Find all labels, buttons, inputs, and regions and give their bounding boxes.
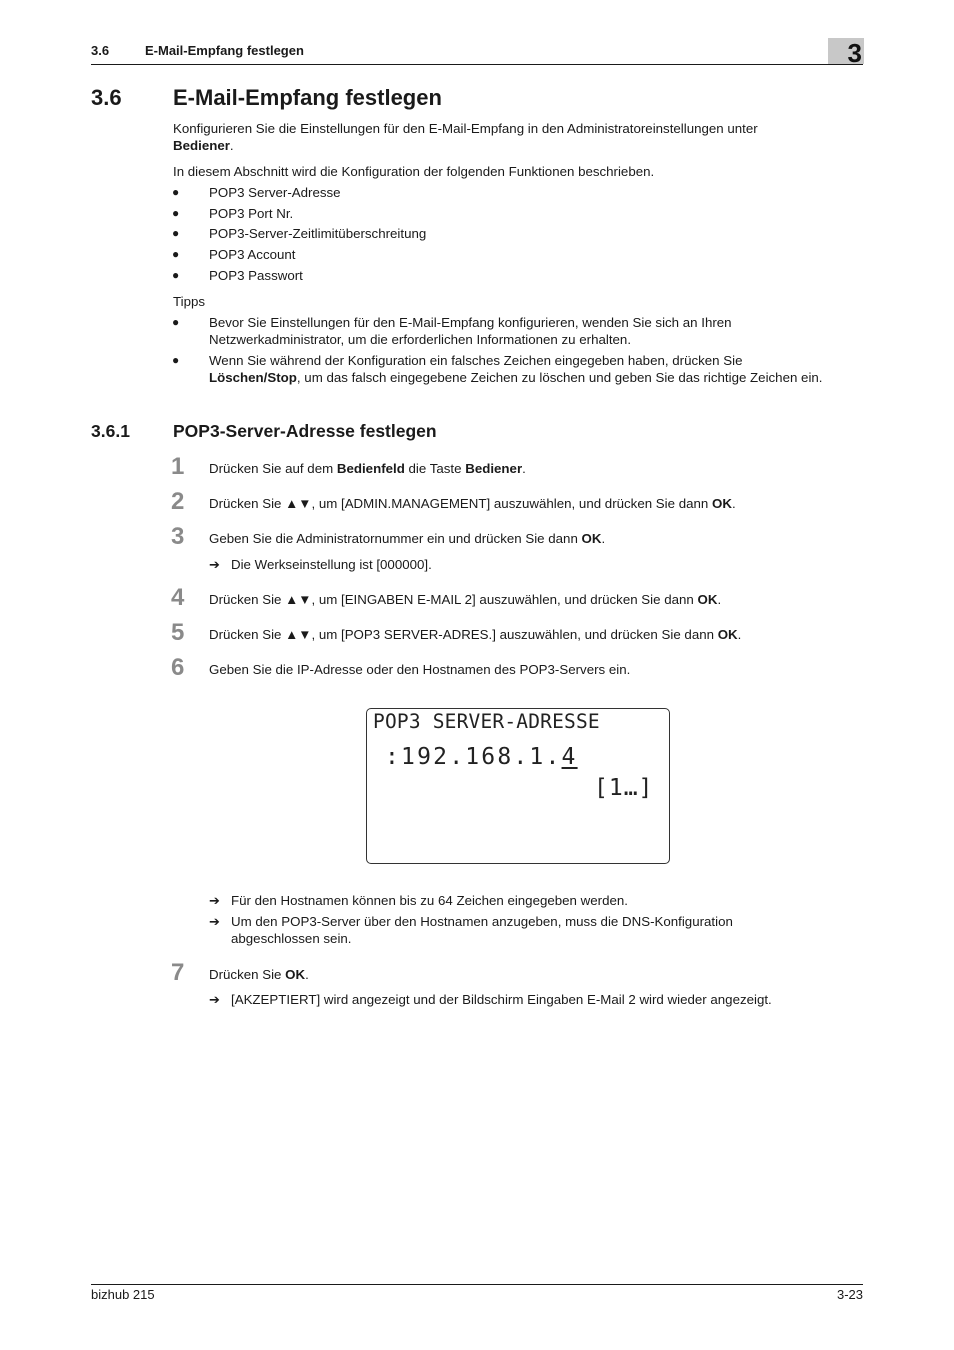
bullet-icon: ● <box>172 206 180 220</box>
step-number: 4 <box>171 584 185 611</box>
lcd-title: POP3 SERVER-ADRESSE <box>373 710 600 733</box>
bullet-icon: ● <box>172 268 180 282</box>
step-number: 7 <box>171 959 185 986</box>
step-number: 3 <box>171 523 185 550</box>
section-heading-number: 3.6 <box>91 85 122 110</box>
step-text: Drücken Sie OK. <box>209 967 309 982</box>
step-note: Für den Hostnamen können bis zu 64 Zeichen eingegeben werden. <box>231 893 628 908</box>
tips-label: Tipps <box>173 294 206 309</box>
step-note: Um den POP3-Server über den Hostnamen anzugeben, muss die DNS-Konfiguration abgeschlossen sein. <box>231 914 733 946</box>
chapter-number: 3 <box>847 38 862 68</box>
chapter-tab <box>828 38 864 68</box>
intro-paragraph-2: In diesem Abschnitt wird die Konfiguration der folgenden Funktionen beschrieben. <box>173 164 655 179</box>
arrow-icon: ➔ <box>209 992 220 1007</box>
step-note: Die Werkseinstellung ist [000000]. <box>231 557 432 572</box>
running-header-section-number: 3.6 <box>91 43 110 58</box>
list-item: POP3 Server-Adresse <box>209 185 341 200</box>
arrow-icon: ➔ <box>209 914 220 929</box>
bullet-icon: ● <box>172 315 180 329</box>
bullet-icon: ● <box>172 247 180 261</box>
footer-page-number: 3-23 <box>836 1287 863 1302</box>
intro-paragraph-1: Konfigurieren Sie die Einstellungen für den E-Mail-Empfang in den Administratoreinstellungen unter Bediener. <box>173 121 758 153</box>
list-item: POP3 Passwort <box>209 268 303 283</box>
step-text: Geben Sie die Administratornummer ein und drücken Sie dann OK. <box>209 531 606 546</box>
list-item: POP3 Port Nr. <box>209 206 294 221</box>
tip-item: Bevor Sie Einstellungen für den E-Mail-Empfang konfigurieren, wenden Sie sich an Ihren Netzwerkadministrator, um die erforderlichen Informationen zu erhalten. <box>209 315 732 347</box>
step-text: Geben Sie die IP-Adresse oder den Hostnamen des POP3-Servers ein. <box>209 662 631 677</box>
step-note: [AKZEPTIERT] wird angezeigt und der Bildschirm Eingaben E-Mail 2 wird wieder angezeigt. <box>231 992 772 1007</box>
step-number: 2 <box>171 488 185 515</box>
header-rule <box>91 64 863 65</box>
step-text: Drücken Sie ▲▼, um [ADMIN.MANAGEMENT] auszuwählen, und drücken Sie dann OK. <box>209 496 736 511</box>
running-header-section-title: E-Mail-Empfang festlegen <box>145 43 304 58</box>
arrow-icon: ➔ <box>209 893 220 908</box>
footer-rule <box>91 1284 863 1285</box>
step-number: 6 <box>171 654 185 681</box>
lcd-mode-indicator: [1…] <box>594 775 654 801</box>
lcd-input-value: :192.168.1.4 <box>385 744 578 770</box>
step-text: Drücken Sie auf dem Bedienfeld die Taste Bediener. <box>209 461 526 476</box>
bullet-icon: ● <box>172 226 180 240</box>
list-item: POP3 Account <box>209 247 296 262</box>
section-heading-title: E-Mail-Empfang festlegen <box>173 85 442 110</box>
subsection-heading-title: POP3-Server-Adresse festlegen <box>173 421 437 441</box>
lcd-cursor: 4 <box>561 744 578 770</box>
subsection-heading-number: 3.6.1 <box>91 421 130 441</box>
bullet-icon: ● <box>172 353 180 367</box>
step-number: 5 <box>171 619 185 646</box>
step-text: Drücken Sie ▲▼, um [POP3 SERVER-ADRES.] auszuwählen, und drücken Sie dann OK. <box>209 627 742 642</box>
list-item: POP3-Server-Zeitlimitüberschreitung <box>209 226 427 241</box>
footer-product-name: bizhub 215 <box>91 1287 155 1302</box>
bullet-icon: ● <box>172 185 180 199</box>
arrow-icon: ➔ <box>209 557 220 572</box>
step-text: Drücken Sie ▲▼, um [EINGABEN E-MAIL 2] auszuwählen, und drücken Sie dann OK. <box>209 592 722 607</box>
step-number: 1 <box>171 453 185 480</box>
tip-item: Wenn Sie während der Konfiguration ein falsches Zeichen eingegeben haben, drücken Sie Löschen/Stop, um das falsch eingegebene Zeichen zu löschen und geben Sie das richtige Zeichen ein. <box>209 353 823 385</box>
